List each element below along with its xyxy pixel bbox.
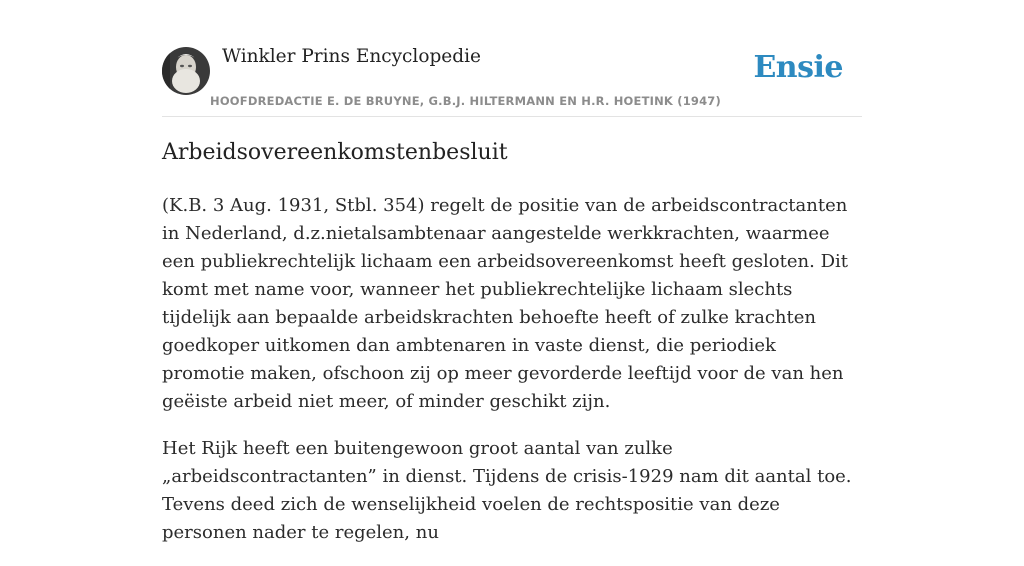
brand-logo[interactable]: Ensie [753,50,843,85]
article-paragraph-2: Het Rijk heeft een buitengewoon groot aantal van zulke „arbeidscontractanten” in dienst. Tijdens de crisis-1929 nam dit aantal toe. Tevens deed zich de wenselijkheid voelen de rechtspositie van deze personen nader te regelen, nu [162,438,852,543]
portrait-avatar-icon [162,47,210,95]
editors-line: HOOFDREDACTIE E. DE BRUYNE, G.B.J. HILTERMANN EN H.R. HOETINK (1947) [210,94,721,108]
article-page [162,0,862,543]
publication-title[interactable]: Winkler Prins Encyclopedie [222,46,481,67]
article-title: Arbeidsovereenkomstenbesluit [162,140,508,165]
publication-header [162,0,862,117]
article-paragraph-1: (K.B. 3 Aug. 1931, Stbl. 354) regelt de positie van de arbeidscontractanten in Nederland, d.z.nietalsambtenaar aangestelde werkkrachten, waarmee een publiekrechtelijk lichaam een arbeidsovereenkomst heeft gesloten. Dit komt met name voor, wanneer het publiekrechtelijke lichaam slechts tijdelijk aan bepaalde arbeidskrachten behoefte heeft of zulke krachten goedkoper uitkomen dan ambtenaren in vaste dienst, die periodiek promotie maken, ofschoon zij op meer gevorderde leeftijd voor de van hen geëiste arbeid niet meer, of minder geschikt zijn. [162,195,848,412]
article-body [162,192,862,566]
